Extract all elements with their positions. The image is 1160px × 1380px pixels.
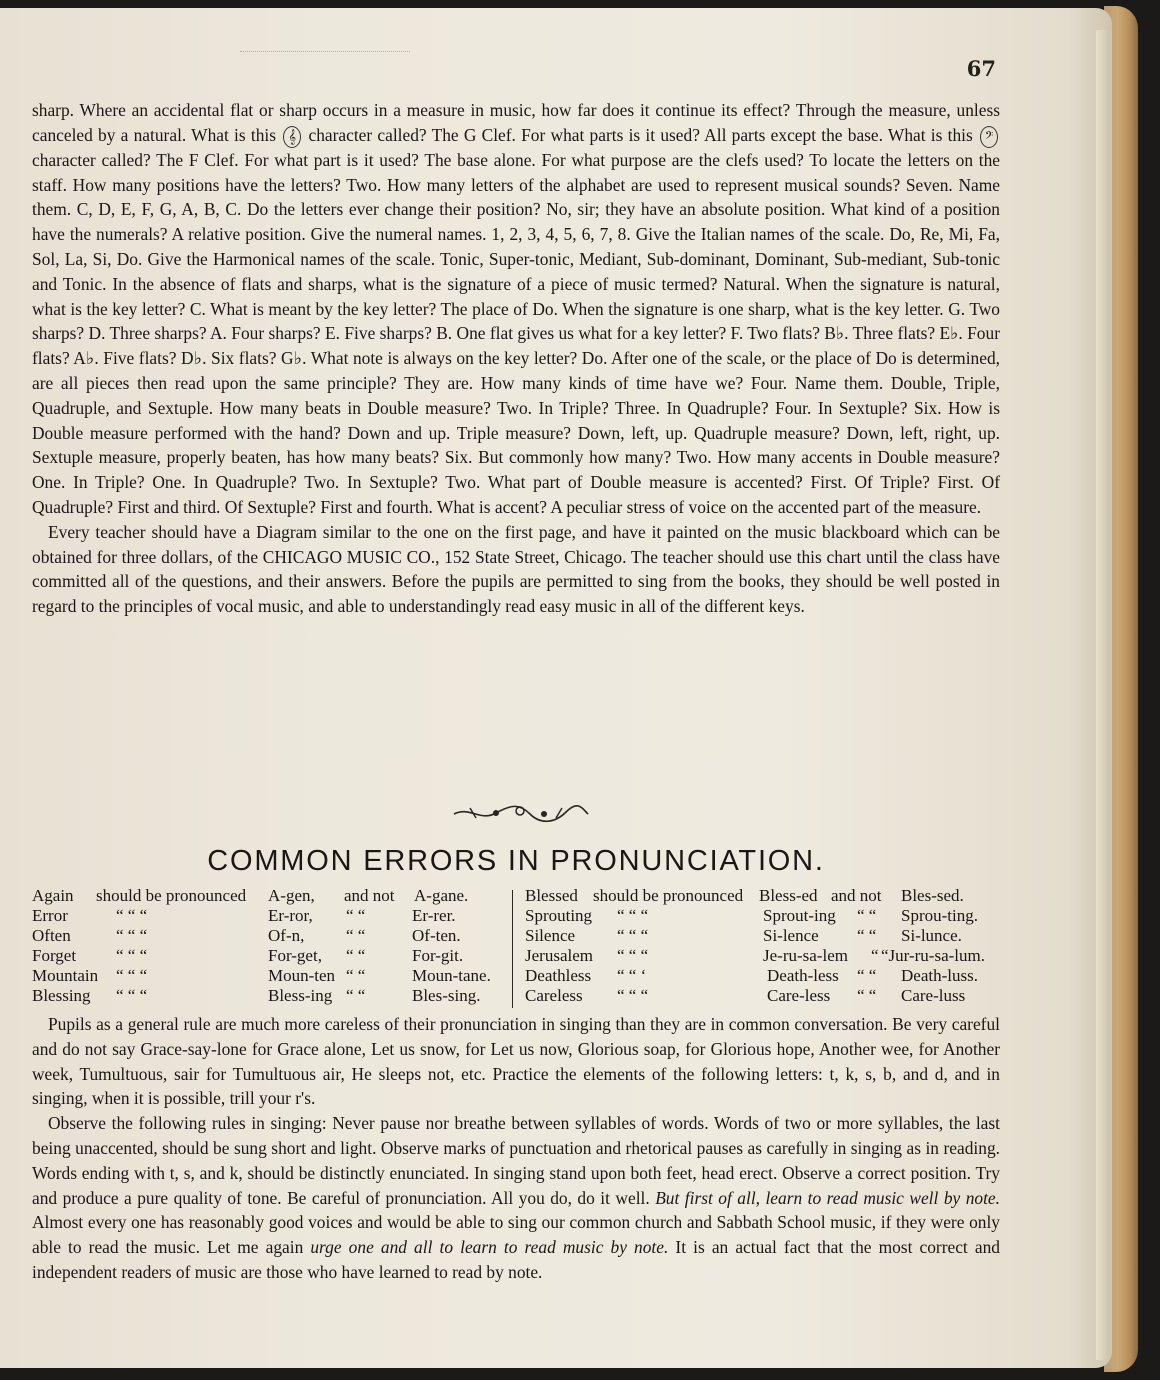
word: Forget — [32, 946, 77, 965]
word: Mountain — [32, 966, 99, 985]
ditto-not: “ “ — [346, 946, 366, 965]
ditto: “ “ “ — [617, 906, 649, 925]
incorrect: Si-lunce. — [901, 926, 962, 945]
correct: Of-n, — [268, 926, 305, 945]
decorative-flourish-icon — [450, 802, 590, 824]
correct: Care-less — [767, 986, 831, 1005]
errors-left-column — [32, 886, 510, 1006]
incorrect: Er-rer. — [412, 906, 456, 925]
incorrect: Of-ten. — [412, 926, 461, 945]
error-row — [32, 906, 510, 926]
error-row — [32, 926, 510, 946]
correct: Sprout-ing — [763, 906, 836, 925]
error-row — [32, 986, 510, 1006]
stray-marks — [240, 51, 410, 56]
para1-part-a: sharp. Where an accidental flat or sharp occurs in a measure in music, how far does it continue its effect? Through the measure, unless canceled by a natural. What is this — [32, 100, 1000, 145]
rules-part-a: Observe the following rules in singing: Never pause nor breathe between syllables of words. Words of two or more syllables, the last being unaccented, should be sung short and light. Observe marks of punctuation and rhetorical pauses as carefully in singing as in reading. Words ending with t, s, and k, should be distinctly enunciated. In singing stand upon both feet, head erect. Observe a correct position. Try and produce a pure quality of tone. Be careful of pronunciation. All you do, do it well. — [32, 1113, 1000, 1208]
incorrect: Care-luss — [901, 986, 966, 1005]
phrase: should be pronounced — [96, 886, 247, 905]
correct: A-gen, — [268, 886, 315, 905]
error-row — [525, 966, 1005, 986]
ditto-not: “ “ — [857, 966, 877, 985]
emphasis-2: urge one and all to learn to read music by note. — [310, 1237, 669, 1258]
word: Error — [32, 906, 68, 925]
column-divider — [512, 890, 513, 1008]
word: Blessed — [525, 886, 578, 905]
ditto: “ “ “ — [617, 926, 649, 945]
incorrect: Moun-tane. — [412, 966, 491, 985]
page-number: 67 — [966, 56, 996, 81]
ditto: “ “ “ — [116, 926, 148, 945]
ditto-not: “ — [871, 946, 879, 965]
word: Again — [32, 886, 74, 905]
page-stack — [1096, 30, 1106, 1360]
ditto: “ “ “ — [617, 946, 649, 965]
rules-part-b: Almost every one has reasonably good voices and would be able to sing our common church and Sabbath School music, if they were only able to read the music. Let me again — [32, 1212, 1000, 1258]
ditto-not: “ “ — [346, 986, 366, 1005]
ditto: “ “ “ — [116, 986, 148, 1005]
treble-clef-icon: 𝄞 — [283, 126, 301, 148]
ditto-not: “ “ — [346, 966, 366, 985]
ditto: “ “ “ — [116, 946, 148, 965]
word: Jerusalem — [525, 946, 593, 965]
ditto-not: “ “ — [346, 926, 366, 945]
word: Careless — [525, 986, 583, 1005]
ditto-not: “ “ — [857, 986, 877, 1005]
correct: Si-lence — [763, 926, 819, 945]
ditto-not: “ “ — [857, 926, 877, 945]
word: Deathless — [525, 966, 592, 985]
not: and not — [344, 886, 395, 905]
para1-part-c: character called? The F Clef. For what part is it used? The base alone. For what purpose are the clefs used? To locate the letters on the staff. How many positions have the letters? Two. How many letters of the alphabet are used to represent musical sounds? Seven. Name them. C, D, E, F, G, A, B, C. Do the letters ever change their position? No, sir; they have an absolute position. What kind of a position have the numerals? A relative position. Give the numeral names. 1, 2, 3, 4, 5, 6, 7, 8. Give the Italian names of the scale. Do, Re, Mi, Fa, Sol, La, Si, Do. Give the Harmonical names of the scale. Tonic, Super-tonic, Mediant, Sub-dominant, Dominant, Sub-mediant, Sub-tonic and Tonic. In the absence of flats and sharps, what is the signature of a piece of music termed? Natural. When the signature is natural, what is the key letter? C. What is meant by the key letter? The place of Do. When the signature is one sharp, what is the key letter. G. Two sharps? D. Three sharps? A. Four sharps? E. Five sharps? B. One flat gives us what for a key letter? F. Two flats? B♭. Three flats? E♭. Four flats? A♭. Five flats? D♭. Six flats? G♭. What note is always on the key letter? Do. After one of the scale, or the place of Do is determined, are all pieces then read upon the same principle? They are. How many kinds of time have we? Four. Name them. Double, Triple, Quadruple, and Sextuple. How many beats in Double measure? Two. In Triple? Three. In Quadruple? Four. In Sextuple? Six. How is Double measure performed with the hand? Down and up. Triple measure? Down, left, up. Quadruple measure? Down, left, right, up. Sextuple measure, properly beaten, has how many beats? Six. But commonly how many? Two. How many accents in Double measure? One. In Triple? One. In Quadruple? Two. In Sextuple? Two. What part of Double measure is accented? First. Of Triple? First. Of Quadruple? First and third. Of Sextuple? First and fourth. What is accent? A peculiar stress of voice on the accented part of the measure. — [32, 149, 1000, 517]
error-row — [525, 906, 1005, 926]
word: Silence — [525, 926, 576, 945]
ditto: “ “ ‘ — [617, 966, 647, 985]
correct: Death-less — [767, 966, 839, 985]
correct: Je-ru-sa-lem — [763, 946, 848, 965]
para1-part-b: character called? The G Clef. For what parts is it used? All parts except the base. What is this — [308, 124, 973, 145]
teacher-paragraph: Every teacher should have a Diagram similar to the one on the first page, and have it painted on the music blackboard which can be obtained for three dollars, of the CHICAGO MUSIC CO., 152 State Street, Chicago. The teacher should use this chart until the class have committed all of the questions, and their answers. Before the pupils are permitted to sing from the books, they should be well posted in regard to the principles of vocal music, and able to understandingly read easy music in all of the different keys. — [32, 521, 1000, 617]
error-row — [32, 886, 510, 906]
error-row — [525, 986, 1005, 1006]
ditto: “ “ “ — [617, 986, 649, 1005]
pronunciation-paragraph: Pupils as a general rule are much more careless of their pronunciation in singing than they are in common conversation. Be very careful and do not say Grace-say-lone for Grace alone, Let us snow, for Let us now, Glorious soap, for Glorious hope, Another wee, for Another week, Tumultuous, sair for Tumultuous air, He sleeps not, etc. Practice the elements of the following letters: t, k, s, b, and d, and in singing, when it is possible, trill your r's. — [32, 1014, 1000, 1109]
catechism-paragraph — [32, 98, 1000, 520]
correct: Bless-ed — [759, 886, 818, 905]
rules-part-c: It is an actual fact that the most correct and independent readers of music are those who have learned to read by note. — [32, 1237, 1000, 1282]
error-row — [32, 966, 510, 986]
bass-clef-icon: 𝄢 — [980, 126, 998, 148]
error-row — [525, 886, 1005, 906]
word: Sprouting — [525, 906, 593, 925]
correct: For-get, — [268, 946, 322, 965]
errors-right-column — [525, 886, 1005, 1006]
correct: Bless-ing — [268, 986, 333, 1005]
questions-text — [32, 98, 1000, 619]
incorrect: Bles-sing. — [412, 986, 481, 1005]
ditto: “ “ “ — [116, 966, 148, 985]
not: and not — [831, 886, 882, 905]
word: Often — [32, 926, 71, 945]
incorrect: Sprou-ting. — [901, 906, 978, 925]
advice-text — [32, 1012, 1000, 1285]
error-row — [32, 946, 510, 966]
incorrect: Bles-sed. — [901, 886, 964, 905]
ditto: “ “ “ — [116, 906, 148, 925]
error-row — [525, 926, 1005, 946]
emphasis-1: But first of all, learn to read music well by note. — [655, 1187, 1000, 1208]
correct: Moun-ten — [268, 966, 336, 985]
correct: Er-ror, — [268, 906, 313, 925]
error-row — [525, 946, 1005, 966]
phrase: should be pronounced — [593, 886, 744, 905]
section-heading: COMMON ERRORS IN PRONUNCIATION. — [207, 845, 825, 877]
rules-paragraph — [32, 1111, 1000, 1285]
incorrect: “Jur-ru-sa-lum. — [881, 946, 985, 965]
incorrect: For-git. — [412, 946, 464, 965]
incorrect: A-gane. — [414, 886, 469, 905]
incorrect: Death-luss. — [901, 966, 978, 985]
ditto-not: “ “ — [857, 906, 877, 925]
word: Blessing — [32, 986, 91, 1005]
ditto-not: “ “ — [346, 906, 366, 925]
